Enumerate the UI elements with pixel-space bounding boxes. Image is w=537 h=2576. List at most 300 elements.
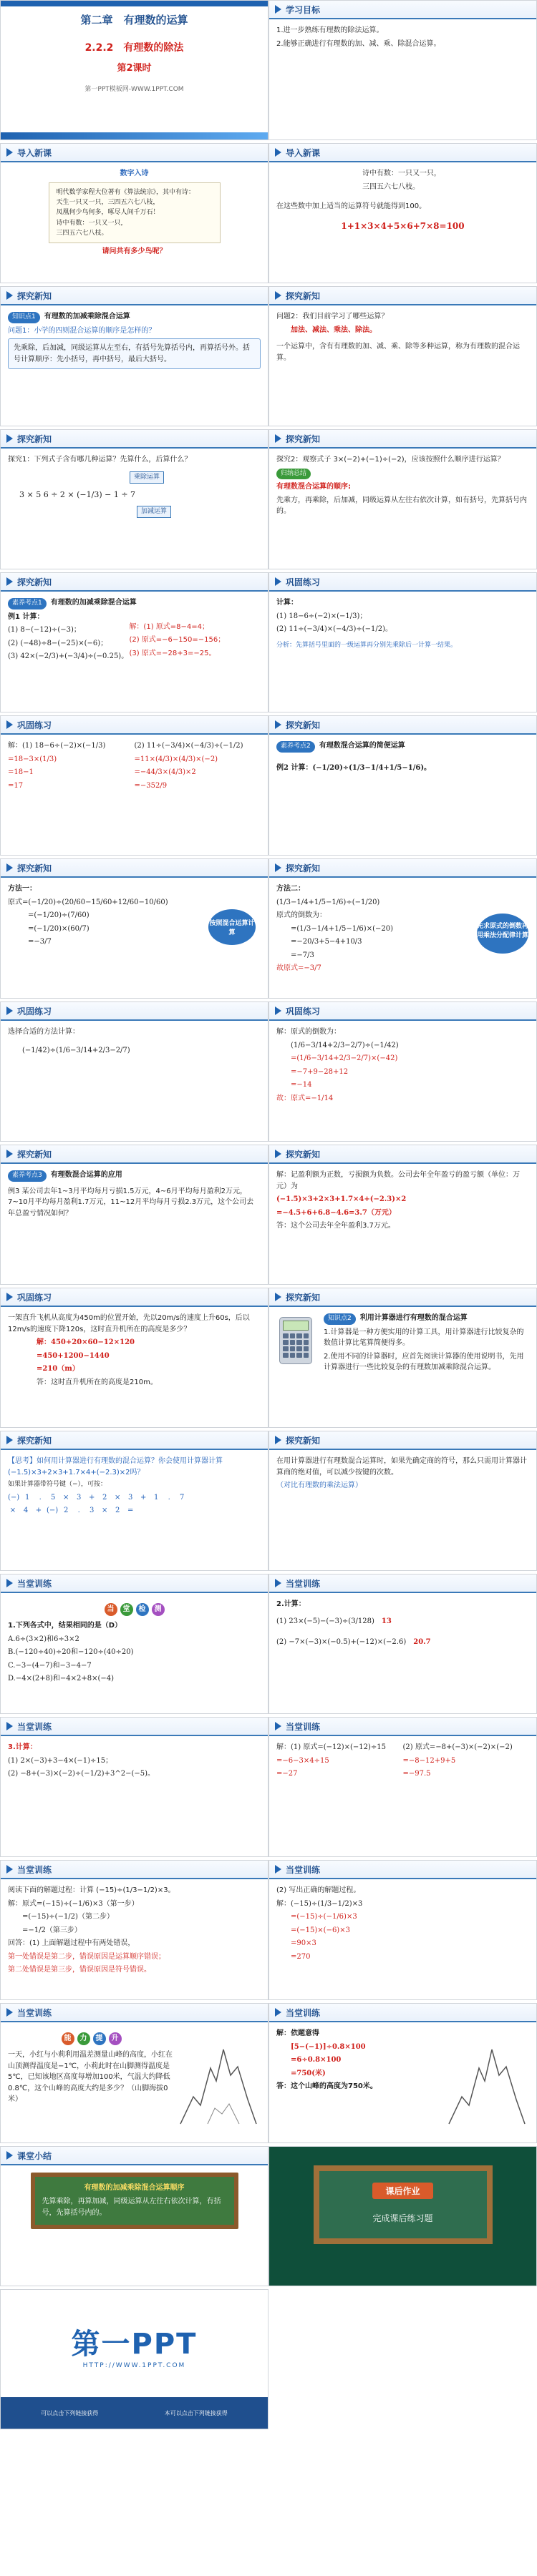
practice-intro: 3.计算： <box>8 1743 37 1751</box>
slide-error-analysis[interactable] <box>0 1860 268 2000</box>
poem-line: 三四五六七八枝。 <box>56 230 108 237</box>
slide-header <box>269 144 536 162</box>
calculator-key: × <box>114 1493 121 1502</box>
slide-question-2[interactable] <box>268 286 537 426</box>
header-arrow-icon <box>275 863 281 872</box>
slide-header-title: 探究新知 <box>17 290 52 301</box>
exercise-item: (1) 2×(−3)+3−4×(−1)÷15； <box>8 1756 113 1765</box>
cover-band-bottom <box>1 132 268 139</box>
method-line: =(−1/20)÷(7/60) <box>28 911 90 919</box>
solution-line: =−27 <box>276 1770 298 1778</box>
solution-line: 解：450+20×60−12×120 <box>37 1338 135 1346</box>
header-arrow-icon <box>275 1579 281 1587</box>
solution-line: =−7+9−28+12 <box>291 1067 349 1076</box>
header-arrow-icon <box>275 2008 281 2017</box>
calculator-key: 3 <box>77 1493 82 1502</box>
slide-header-title: 探究新知 <box>17 1435 52 1446</box>
practice-badges <box>8 2032 175 2045</box>
slide-header-title: 学习目标 <box>286 4 321 15</box>
slide-header-title: 探究新知 <box>286 720 321 730</box>
section-title: 2.2.2 有理数的除法 <box>84 42 184 54</box>
slide-header <box>1 1288 268 1307</box>
answer-line: 第二处错误是第三步，错误原因是符号错误。 <box>8 1966 151 1974</box>
header-arrow-icon <box>6 1293 13 1301</box>
steps-intro: 如果计算器带符号键（−），可按： <box>8 1481 107 1488</box>
header-arrow-icon <box>6 1579 13 1587</box>
question: 1.下列各式中，结果相同的是（D） <box>8 1622 122 1630</box>
solution-line: (1/6−3/14+2/3−2/7)÷(−1/42) <box>291 1041 399 1049</box>
slide-calculator-keys[interactable] <box>0 1431 268 1571</box>
header-arrow-icon <box>275 434 281 443</box>
slide-header <box>269 1575 536 1593</box>
method-line: =−7/3 <box>291 951 314 959</box>
badge-char: 提 <box>93 2032 106 2045</box>
badge-char: 力 <box>77 2032 90 2045</box>
example-2-expression: 例2 计算：(−1/20)÷(1/3−1/4+1/5−1/6)。 <box>276 763 432 772</box>
solution-line: (2) 原式=−8+(−3)×(−2)×(−2) <box>402 1743 513 1751</box>
slide-header-title: 巩固练习 <box>17 1006 52 1017</box>
reading-intro: 阅读下面的解题过程：计算 (−15)÷(1/3−1/2)×3。 <box>8 1886 175 1894</box>
hint-bubble: 按照混合运算计算 <box>208 909 256 945</box>
solution-line: =(−15)÷(−1/2)（第二步） <box>22 1913 114 1921</box>
slide-example-3[interactable] <box>0 1145 268 1285</box>
label-multiply-divide: 乘除运算 <box>130 471 164 484</box>
slide-practice-helicopter[interactable] <box>0 1288 268 1428</box>
header-arrow-icon <box>275 291 281 300</box>
question: 探究1：下列式子含有哪几种运算？先算什么，后算什么？ <box>8 456 192 464</box>
slide-header-title: 当堂训练 <box>17 1721 52 1732</box>
poem-paper <box>49 182 221 244</box>
exercise-item: (1) 8−(−12)÷(−3)； <box>8 626 81 635</box>
slide-header-title: 巩固练习 <box>286 1006 321 1017</box>
definition: 一个运算中，含有有理数的加、减、乘、除等多种运算，称为有理数的混合运算。 <box>276 343 520 362</box>
slide-knowledge-1[interactable] <box>0 286 268 426</box>
method-line: =(−1/20)×(60/7) <box>28 924 90 933</box>
expression: 3 × 5 6 ÷ 2 × (−1/3) − 1 ÷ 7 <box>19 489 136 499</box>
literacy-tag: 素养考点1 <box>8 598 47 609</box>
problem-text: 一天，小红与小莉利用温差测量山峰的高度，小红在山顶测得温度是−1℃，小莉此时在山脚测得温度是5℃，已知该地区高度每增加100米，气温大约降低0.8℃，这个山峰的高度大约是多少？（山脚海拔0米） <box>8 2051 173 2103</box>
brand-logo: 第一PPT <box>71 2328 198 2361</box>
tip-text: 在用计算器进行有理数混合运算时，如果先确定商的符号，那么只需用计算器计算商的绝对值，可以减少按键的次数。 <box>276 1457 527 1476</box>
key-sequence-row-1 <box>8 1492 261 1504</box>
lesson-title: 第2课时 <box>117 63 152 74</box>
slide-example-2[interactable] <box>268 715 537 856</box>
solution-line: (2) 原式=−6−150=−156； <box>129 636 226 645</box>
objective-2: 2.能够正确进行有理数的加、减、乘、除混合运算。 <box>276 39 441 48</box>
calculator-key: + <box>88 1493 95 1502</box>
answer: 20.7 <box>413 1638 431 1646</box>
slide-header <box>269 1 536 19</box>
slide-test-3[interactable] <box>0 1717 268 1857</box>
formula-intro: 在这些数中加上适当的运算符号就能得到100。 <box>276 202 427 210</box>
practice-intro: 2.计算： <box>276 1600 306 1608</box>
header-arrow-icon <box>6 1722 13 1730</box>
calculator-key: 2 <box>115 1507 120 1515</box>
slide-header <box>1 144 268 162</box>
answer-line: 第一处错误是第二步，错误原因是运算顺序错误； <box>8 1952 165 1961</box>
solution-line: =−6−3×4÷15 <box>276 1756 329 1765</box>
calculator-key: 2 <box>102 1493 107 1502</box>
practice-intro: 计算： <box>276 599 298 607</box>
slide-header-title: 探究新知 <box>17 577 52 587</box>
thinking-text: 【思考】如何用计算器进行有理数的混合运算？你会使用计算器计算(−1.5)×3+2×3+1.7×4+(−2.3)×2吗？ <box>8 1457 223 1476</box>
method-line: (1/3−1/4+1/5−1/6)÷(−1/20) <box>276 898 380 906</box>
slide-header <box>1 1718 268 1736</box>
solution-line: =−352/9 <box>134 781 168 790</box>
header-arrow-icon <box>6 863 13 872</box>
badge-char: 当 <box>105 1603 117 1616</box>
header-arrow-icon <box>275 720 281 729</box>
solution-line: 解：(1) 18−6÷(−2)×(−1/3) <box>8 742 106 750</box>
solution-line: =17 <box>8 781 24 790</box>
slide-header <box>269 2004 536 2022</box>
slide-header-title: 当堂训练 <box>17 2007 52 2018</box>
calculator-key: 2 <box>64 1507 69 1515</box>
method-line: 原式的倒数为： <box>276 911 326 919</box>
header-arrow-icon <box>6 1007 13 1015</box>
answer-line: 加法、减法、乘法、除法。 <box>291 325 377 334</box>
slide-header-title: 当堂训练 <box>286 1721 321 1732</box>
slide-header-title: 巩固练习 <box>17 720 52 730</box>
calculator-key: 1 <box>25 1493 30 1502</box>
literacy-title: 有理数的加减乘除混合运算 <box>50 599 137 607</box>
solution-line: =270 <box>291 1952 311 1961</box>
header-arrow-icon <box>6 1150 13 1158</box>
calculator-key: 7 <box>180 1493 185 1502</box>
header-arrow-icon <box>6 2008 13 2017</box>
poem-line: 天生一只又一只，三四五六七八枝， <box>56 198 160 206</box>
practice-badges <box>8 1603 261 1616</box>
slide-header-title: 探究新知 <box>286 1149 321 1160</box>
calculator-key: . <box>168 1493 170 1502</box>
slide-explore-2[interactable] <box>268 429 537 569</box>
solution-line: 解：原式的倒数为： <box>276 1028 341 1036</box>
solution-line: (−1.5)×3+2×3+1.7×4+(−2.3)×2 <box>276 1195 407 1203</box>
slide-header <box>1 859 268 878</box>
calculator-key: 5 <box>51 1493 56 1502</box>
literacy-tag: 素养考点3 <box>8 1170 47 1182</box>
header-arrow-icon <box>275 1007 281 1015</box>
slide-test-2[interactable] <box>268 1574 537 1714</box>
slide-header-title: 当堂训练 <box>286 1578 321 1589</box>
label-add-subtract: 加减运算 <box>137 506 171 519</box>
slide-header <box>269 1288 536 1307</box>
solution-line: =450+1200−1440 <box>37 1351 110 1360</box>
knowledge-tag: 知识点2 <box>324 1313 356 1325</box>
slide-practice-1[interactable] <box>268 572 537 712</box>
board-text: 先算乘除，再算加减，同级运算从左往右依次计算，有括号，先算括号内的。 <box>42 2198 221 2217</box>
header-arrow-icon <box>275 5 281 14</box>
slide-intro-poem[interactable] <box>0 143 268 283</box>
slide-error-correction[interactable] <box>268 1860 537 2000</box>
slide-header <box>1 1431 268 1450</box>
slide-header <box>1 573 268 592</box>
header-arrow-icon <box>275 1722 281 1730</box>
practice-intro: (2) 写出正确的解题过程。 <box>276 1886 361 1894</box>
calculator-key: 1 <box>154 1493 159 1502</box>
header-arrow-icon <box>6 577 13 586</box>
analysis-note: 分析：先算括号里面的一级运算再分别先乘除后一计算一结果。 <box>276 641 458 649</box>
slide-intro-formula[interactable] <box>268 143 537 283</box>
solution-line: =90×3 <box>291 1939 316 1947</box>
method-line: 故原式=−3/7 <box>276 964 321 972</box>
slide-header-title: 当堂训练 <box>286 1864 321 1875</box>
slide-header <box>269 573 536 592</box>
option[interactable]: A.6÷(3×2)和6÷3×2 <box>8 1635 79 1643</box>
slide-brand[interactable] <box>0 2289 268 2429</box>
slide-header <box>1 430 268 449</box>
header-arrow-icon <box>6 2151 13 2160</box>
slide-header <box>269 1002 536 1021</box>
operation-diagram <box>8 469 261 519</box>
literacy-title: 有理数混合运算的简便运算 <box>319 742 405 750</box>
method-label: 方法一： <box>8 885 37 893</box>
slide-header-title: 探究新知 <box>286 863 321 873</box>
option[interactable]: D.−4×(2+8)和−4×2+8×(−4) <box>8 1675 115 1683</box>
slide-header <box>269 287 536 305</box>
solution-line: =−8−12+9+5 <box>402 1756 456 1765</box>
slide-objectives[interactable] <box>268 0 537 140</box>
calculator-key: × <box>62 1493 69 1502</box>
poem-line: 诗中有数：一只又一只， <box>56 219 127 227</box>
knowledge-tag: 知识点1 <box>8 312 40 323</box>
header-arrow-icon <box>6 1865 13 1874</box>
example-3-problem: 例3 某公司去年1~3月平均每月亏损1.5万元，4~6月平均每月盈利2万元，7~10月平均每月盈利1.7万元，11~12月平均每月亏损2.3万元，这个公司去年总盈亏情况如何？ <box>8 1187 254 1218</box>
poem-line: 诗中有数：一只又一只， <box>362 170 441 177</box>
solution-line: =210（m） <box>37 1365 79 1373</box>
solution-line: 故：原式=−1/14 <box>276 1094 334 1102</box>
solution-line: =(−15)÷(−1/6)×3 <box>291 1913 357 1921</box>
slide-header-title: 探究新知 <box>17 434 52 444</box>
practice-intro: 选择合适的方法计算： <box>8 1028 79 1036</box>
mountain-icon <box>448 2039 526 2125</box>
solution-line: 解：依题意得 <box>276 2029 319 2037</box>
board-title: 有理数的加减乘除混合运算顺序 <box>84 2184 185 2192</box>
formula: 1+1×3×4+5×6+7×8=100 <box>341 220 465 231</box>
solution-line: 解：(1) 原式=8−4=4； <box>129 622 210 631</box>
knowledge-title: 有理数的加减乘除混合运算 <box>44 313 130 320</box>
badge-char: 检 <box>136 1603 149 1616</box>
slide-header-title: 探究新知 <box>286 434 321 444</box>
slide-header <box>1 1575 268 1593</box>
solution-line: 解：原式=(−15)÷(−1/6)×3（第一步） <box>8 1899 139 1908</box>
tip-note: （对比有理数的乘法运算） <box>276 1482 362 1489</box>
answer-line: 答：这个山峰的高度为750米。 <box>276 2082 377 2090</box>
header-arrow-icon <box>6 434 13 443</box>
slide-practice-2[interactable] <box>0 1001 268 1142</box>
badge-char: 升 <box>109 2032 122 2045</box>
calculator-key: . <box>39 1493 42 1502</box>
slide-header-title: 探究新知 <box>286 1292 321 1303</box>
slide-header <box>269 1861 536 1879</box>
homework-title: 课后作业 <box>372 2183 432 2199</box>
slide-header <box>269 859 536 878</box>
exercise-item: (1) 18−6÷(−2)×(−1/3)； <box>276 612 367 620</box>
slide-header-title: 探究新知 <box>17 863 52 873</box>
slide-header-title: 当堂训练 <box>17 1578 52 1589</box>
literacy-tag: 素养考点2 <box>276 741 315 753</box>
solution-line: (2) 11÷(−3/4)×(−4/3)÷(−1/2) <box>134 742 243 750</box>
cover-band-top <box>1 1 268 6</box>
solution-line: 解：(−15)÷(1/3−1/2)×3 <box>276 1899 363 1908</box>
slide-header <box>1 1861 268 1879</box>
poem-title: 数字入诗 <box>120 170 149 177</box>
calculator-key: (−) <box>47 1507 59 1515</box>
slide-test-1[interactable] <box>0 1574 268 1714</box>
exercise-item: (3) 42×(−2/3)+(−3/4)÷(−0.25)。 <box>8 652 129 661</box>
slide-header <box>1 716 268 735</box>
solution-line: =(1/6−3/14+2/3−2/7)×(−42) <box>291 1054 398 1062</box>
slide-header <box>1 2004 268 2022</box>
header-arrow-icon <box>275 148 281 157</box>
brand-url[interactable]: HTTP://WWW.1PPT.COM <box>82 2362 186 2369</box>
solution-line: =6÷0.8×100 <box>291 2056 342 2064</box>
slide-explore-1[interactable] <box>0 429 268 569</box>
answer-box: 先乘除，后加减，同级运算从左至右，有括号先算括号内，再算括号外。括号计算顺序：先小括号，再中括号，最后大括号。 <box>8 338 261 369</box>
chapter-title: 第二章 有理数的运算 <box>80 14 188 26</box>
literacy-title: 有理数混合运算的应用 <box>50 1171 122 1179</box>
slide-calculator-tip[interactable] <box>268 1431 537 1571</box>
calculator-note: 2.使用不同的计算器时，应首先阅读计算器的使用说明书，先用计算器进行一些比较复杂的有理数加减乘除混合运算。 <box>324 1352 524 1372</box>
slide-method-1[interactable] <box>0 858 268 999</box>
mountain-icon <box>179 2039 258 2125</box>
calculator-key: (−) <box>8 1493 20 1502</box>
slide-header <box>1 2147 268 2165</box>
slide-practice-2-solution[interactable] <box>268 1001 537 1142</box>
method-line: 原式=(−1/20)÷(20/60−15/60+12/60−10/60) <box>8 898 168 906</box>
slide-mountain-problem[interactable] <box>0 2003 268 2143</box>
solution-line: =18−3×(1/3) <box>8 755 57 763</box>
exercise-item: (2) −7×(−3)×(−0.5)+(−12)×(−2.6) <box>276 1638 407 1646</box>
question: 回答：(1) 上面解题过程中有两处错误， <box>8 1939 135 1947</box>
key-sequence-row-2 <box>8 1505 261 1517</box>
solution-line: =(−15)×(−6)×3 <box>291 1926 350 1934</box>
method-line: =(1/3−1/4+1/5−1/6)×(−20) <box>291 924 393 933</box>
solution-line: =−44/3×(4/3)×2 <box>134 768 196 776</box>
slide-mountain-solution[interactable] <box>268 2003 537 2143</box>
slide-header-title: 导入新课 <box>17 147 52 158</box>
calculator-key: + <box>140 1493 147 1502</box>
calculator-key: + <box>35 1507 42 1515</box>
header-arrow-icon <box>275 1865 281 1874</box>
slide-header <box>1 1145 268 1164</box>
solution-line: =−1/2（第三步） <box>22 1926 82 1934</box>
slide-cover[interactable] <box>0 0 268 140</box>
knowledge-title: 利用计算器进行有理数的混合运算 <box>359 1314 468 1322</box>
solution-line: =750(米) <box>291 2069 326 2077</box>
calculator-key: = <box>127 1507 134 1515</box>
header-arrow-icon <box>275 577 281 586</box>
slide-header-title: 探究新知 <box>286 290 321 301</box>
slide-calculator[interactable] <box>268 1288 537 1428</box>
slide-header-title: 当堂训练 <box>286 2007 321 2018</box>
objective-1: 1.进一步熟练有理数的除法运算。 <box>276 26 384 34</box>
slide-method-2[interactable] <box>268 858 537 999</box>
slide-header <box>269 1431 536 1450</box>
header-arrow-icon <box>275 1293 281 1301</box>
option[interactable]: C.−3−(4−7)和−3−4−7 <box>8 1661 92 1670</box>
summary-board <box>31 2173 238 2229</box>
slide-header-title: 课堂小结 <box>17 2150 52 2161</box>
poem-line: 三四五六七八枝。 <box>362 182 420 191</box>
slide-example-3-solution[interactable] <box>268 1145 537 1285</box>
calculator-key: × <box>9 1507 16 1515</box>
slide-homework[interactable] <box>268 2146 537 2286</box>
slide-header <box>1 287 268 305</box>
answer-line: 答：这个公司去年全年盈利3.7万元。 <box>276 1222 395 1230</box>
option[interactable]: B.(−120÷40)÷20和−120÷(40÷20) <box>8 1648 134 1656</box>
badge-char: 堂 <box>120 1603 133 1616</box>
badge-char: 测 <box>152 1603 165 1616</box>
slide-header <box>269 716 536 735</box>
problem-text: 一架直升飞机从高度为450m的位置开始，先以20m/s的速度上升60s，后以12m/s的速度下降120s，这时直升机所在的高度是多少？ <box>8 1314 250 1333</box>
poem-line: 明代数学家程大位著有《算法统宗》，其中有诗： <box>56 188 195 196</box>
slide-header-title: 探究新知 <box>286 1435 321 1446</box>
slide-header-title: 导入新课 <box>286 147 321 158</box>
poem-question: 请问共有多少鸟呢？ <box>102 248 167 256</box>
solution-line: =18−1 <box>8 768 34 776</box>
slide-practice-1-solution[interactable] <box>0 715 268 856</box>
answer: 13 <box>381 1617 392 1625</box>
hint-bubble: 先求原式的倒数再用乘法分配律计算 <box>477 914 528 954</box>
calculator-icon <box>279 1317 312 1364</box>
method-line: =−3/7 <box>28 938 52 946</box>
solution-line: =−4.5+6+6.8−4.6=3.7（万元） <box>276 1208 396 1217</box>
solution-line: =11×(4/3)×(4/3)×(−2) <box>134 755 218 763</box>
slide-test-3-solution[interactable] <box>268 1717 537 1857</box>
slide-header <box>1 1002 268 1021</box>
header-arrow-icon <box>6 291 13 300</box>
slide-summary[interactable] <box>0 2146 268 2286</box>
template-link[interactable]: 第一PPT模板网-WWW.1PPT.COM <box>84 86 184 93</box>
slide-example-1[interactable] <box>0 572 268 712</box>
slide-header <box>269 1718 536 1736</box>
header-arrow-icon <box>6 148 13 157</box>
solution-line: =−97.5 <box>402 1770 431 1778</box>
poem-line: 凤凰何少鸟何多，啄尽人间千万石！ <box>56 209 160 217</box>
calculator-key: 3 <box>128 1493 133 1502</box>
header-arrow-icon <box>6 720 13 729</box>
brand-link[interactable]: 本可以点击下列链接获得 <box>164 2409 228 2416</box>
homework-board <box>314 2165 493 2244</box>
solution-line: (3) 原式=−28+3=−25。 <box>129 649 216 657</box>
slide-header-title: 巩固练习 <box>17 1292 52 1303</box>
calculator-key: 3 <box>90 1507 95 1515</box>
summary-tag: 归纳总结 <box>276 469 311 480</box>
question: 问题1：小学的四则混合运算的顺序是怎样的？ <box>8 326 156 335</box>
slide-header-title: 探究新知 <box>17 1149 52 1160</box>
solution-line: 解：记盈利额为正数，亏损额为负数。公司去年全年盈亏的盈亏额（单位：万元）为 <box>276 1171 520 1190</box>
question: 探究2：观察式子 3×(−2)+(−1)÷(−2)，应该按照什么顺序进行运算？ <box>276 456 505 464</box>
rule-text: 先乘方，再乘除，后加减，同级运算从左往右依次计算，如有括号，先算括号内的。 <box>276 496 527 516</box>
brand-link[interactable]: 可以点击下列链接获得 <box>41 2409 99 2416</box>
slide-header-title: 巩固练习 <box>286 577 321 587</box>
calculator-key: × <box>101 1507 108 1515</box>
homework-text: 完成课后练习题 <box>372 2213 433 2223</box>
method-label: 方法二： <box>276 885 305 893</box>
header-arrow-icon <box>275 1150 281 1158</box>
exercise-item: (2) −8+(−3)×(−2)÷(−1/2)+3^2−(−5)。 <box>8 1770 155 1778</box>
slide-header <box>269 1145 536 1164</box>
solution-line: =−14 <box>291 1081 312 1089</box>
solution-line: [5−(−1)]÷0.8×100 <box>291 2042 366 2051</box>
calculator-key: 4 <box>23 1507 29 1515</box>
method-line: =−20/3+5−4+10/3 <box>291 938 362 946</box>
example-label: 例1 计算： <box>8 612 44 621</box>
slide-header-title: 当堂训练 <box>17 1864 52 1875</box>
badge-char: 能 <box>62 2032 74 2045</box>
brand-bar <box>1 2397 268 2429</box>
